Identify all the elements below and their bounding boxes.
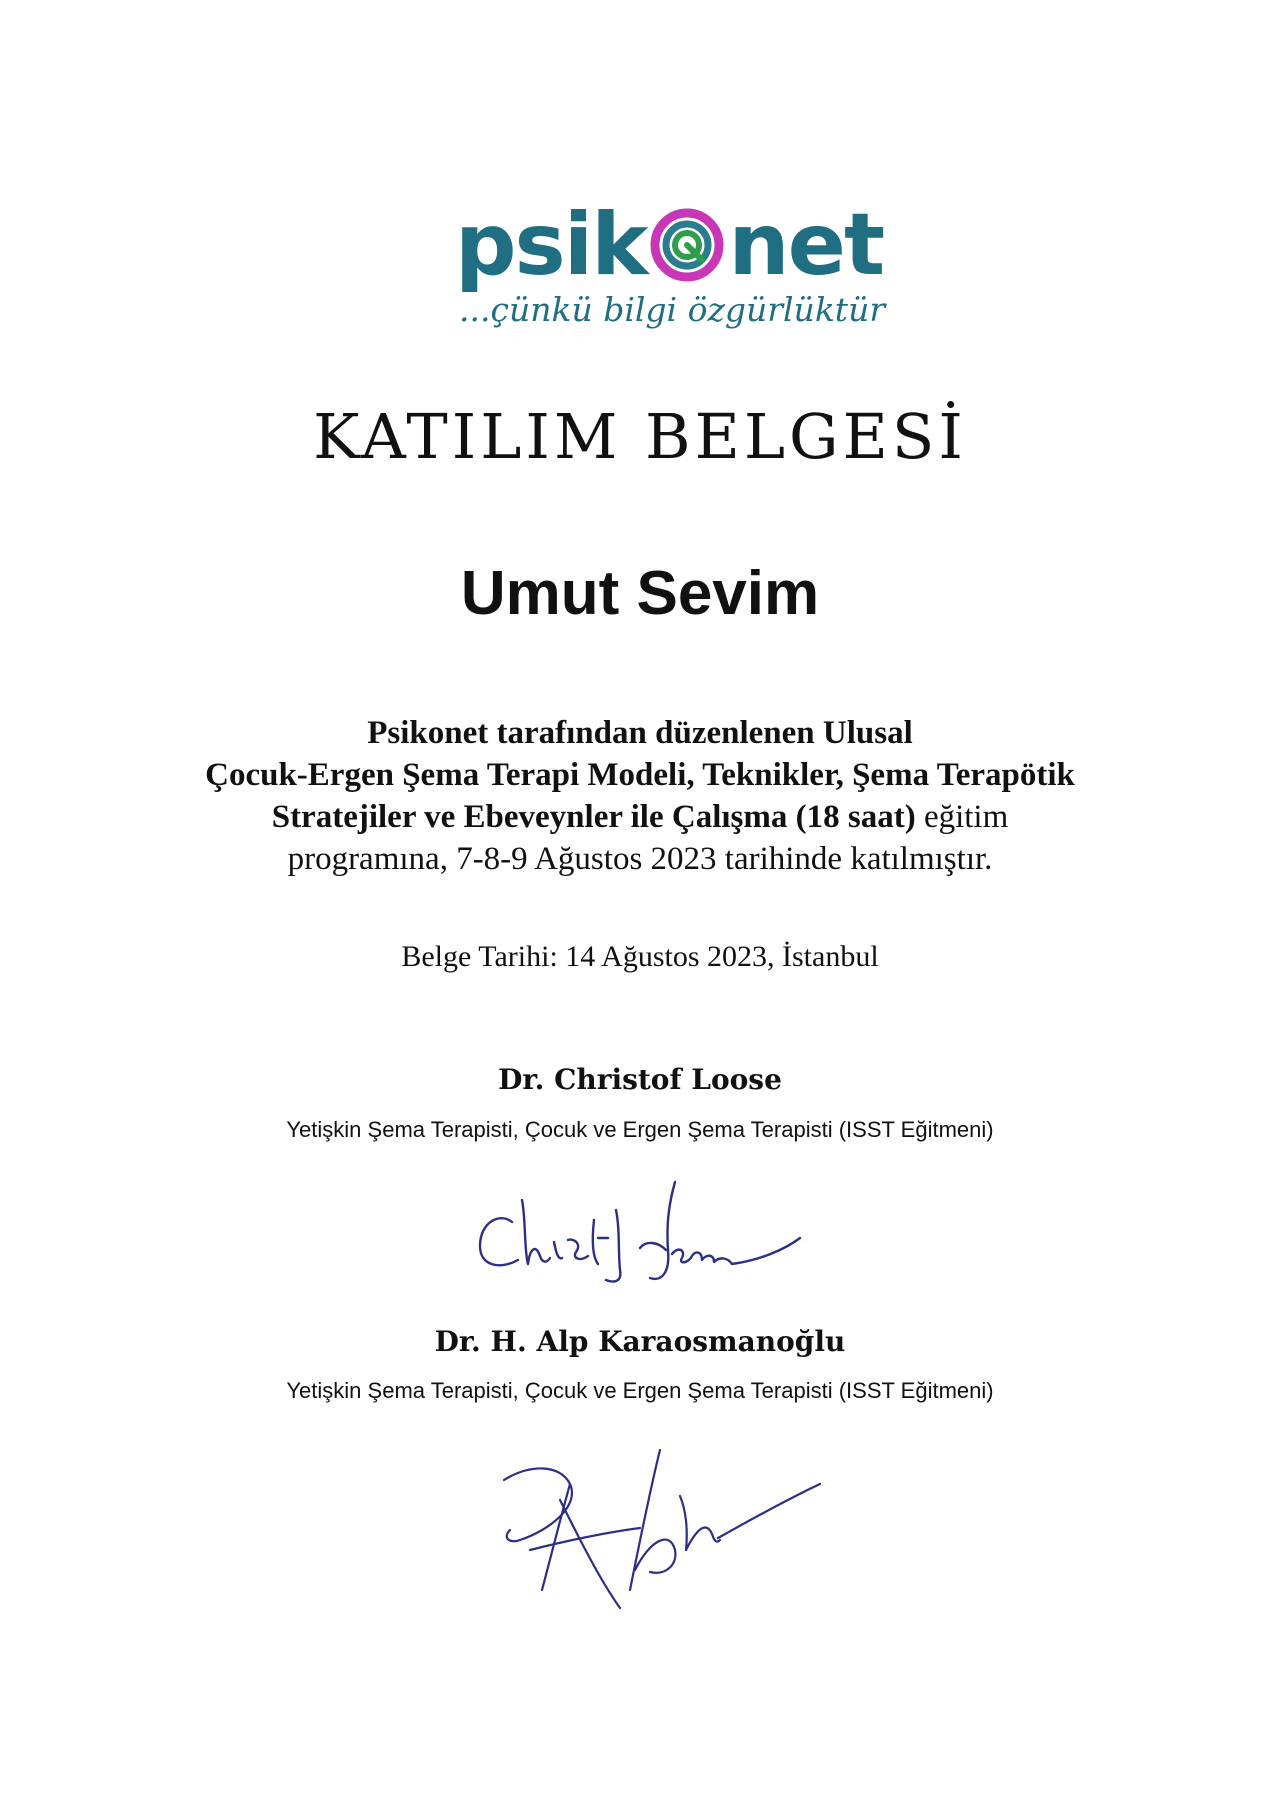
certificate-body xyxy=(0,712,1280,880)
body-line-3-regular: eğitim xyxy=(915,799,1009,835)
logo-word-suffix: net xyxy=(728,195,884,295)
body-line-2: Çocuk-Ergen Şema Terapi Modeli, Teknikler, Şema Terapötik xyxy=(205,757,1075,793)
certificate-title xyxy=(0,400,1280,473)
psikonet-logo xyxy=(455,195,886,338)
signer-2-name: Dr. H. Alp Karaosmanoğlu xyxy=(434,1325,846,1358)
logo-tagline: ...çünkü bilgi özgürlüktür xyxy=(459,290,886,329)
signer-1-role: Yetişkin Şema Terapisti, Çocuk ve Ergen Şema Terapisti (ISST Eğitmeni) xyxy=(286,1117,994,1142)
signer-2-signature-icon xyxy=(490,1440,830,1615)
logo-ring-icon xyxy=(650,208,724,282)
body-line-4: programına, 7-8-9 Ağustos 2023 tarihinde katılmıştır. xyxy=(287,841,993,877)
certificate-title-text: KATILIM BELGESİ xyxy=(313,400,967,473)
signer-1-name: Dr. Christof Loose xyxy=(498,1063,782,1096)
logo-word-prefix: psik xyxy=(455,195,647,295)
signer-2-role: Yetişkin Şema Terapisti, Çocuk ve Ergen Şema Terapisti (ISST Eğitmeni) xyxy=(286,1378,994,1403)
body-line-1: Psikonet tarafından düzenlenen Ulusal xyxy=(367,715,913,751)
signer-1-signature-icon xyxy=(470,1160,820,1300)
recipient-name: Umut Sevim xyxy=(460,559,820,628)
body-line-3 xyxy=(0,796,1280,838)
logo-wordmark xyxy=(455,195,884,295)
issue-date: Belge Tarihi: 14 Ağustos 2023, İstanbul xyxy=(401,940,879,973)
body-line-3-bold: Stratejiler ve Ebeveynler ile Çalışma (18 saat) xyxy=(271,799,916,835)
